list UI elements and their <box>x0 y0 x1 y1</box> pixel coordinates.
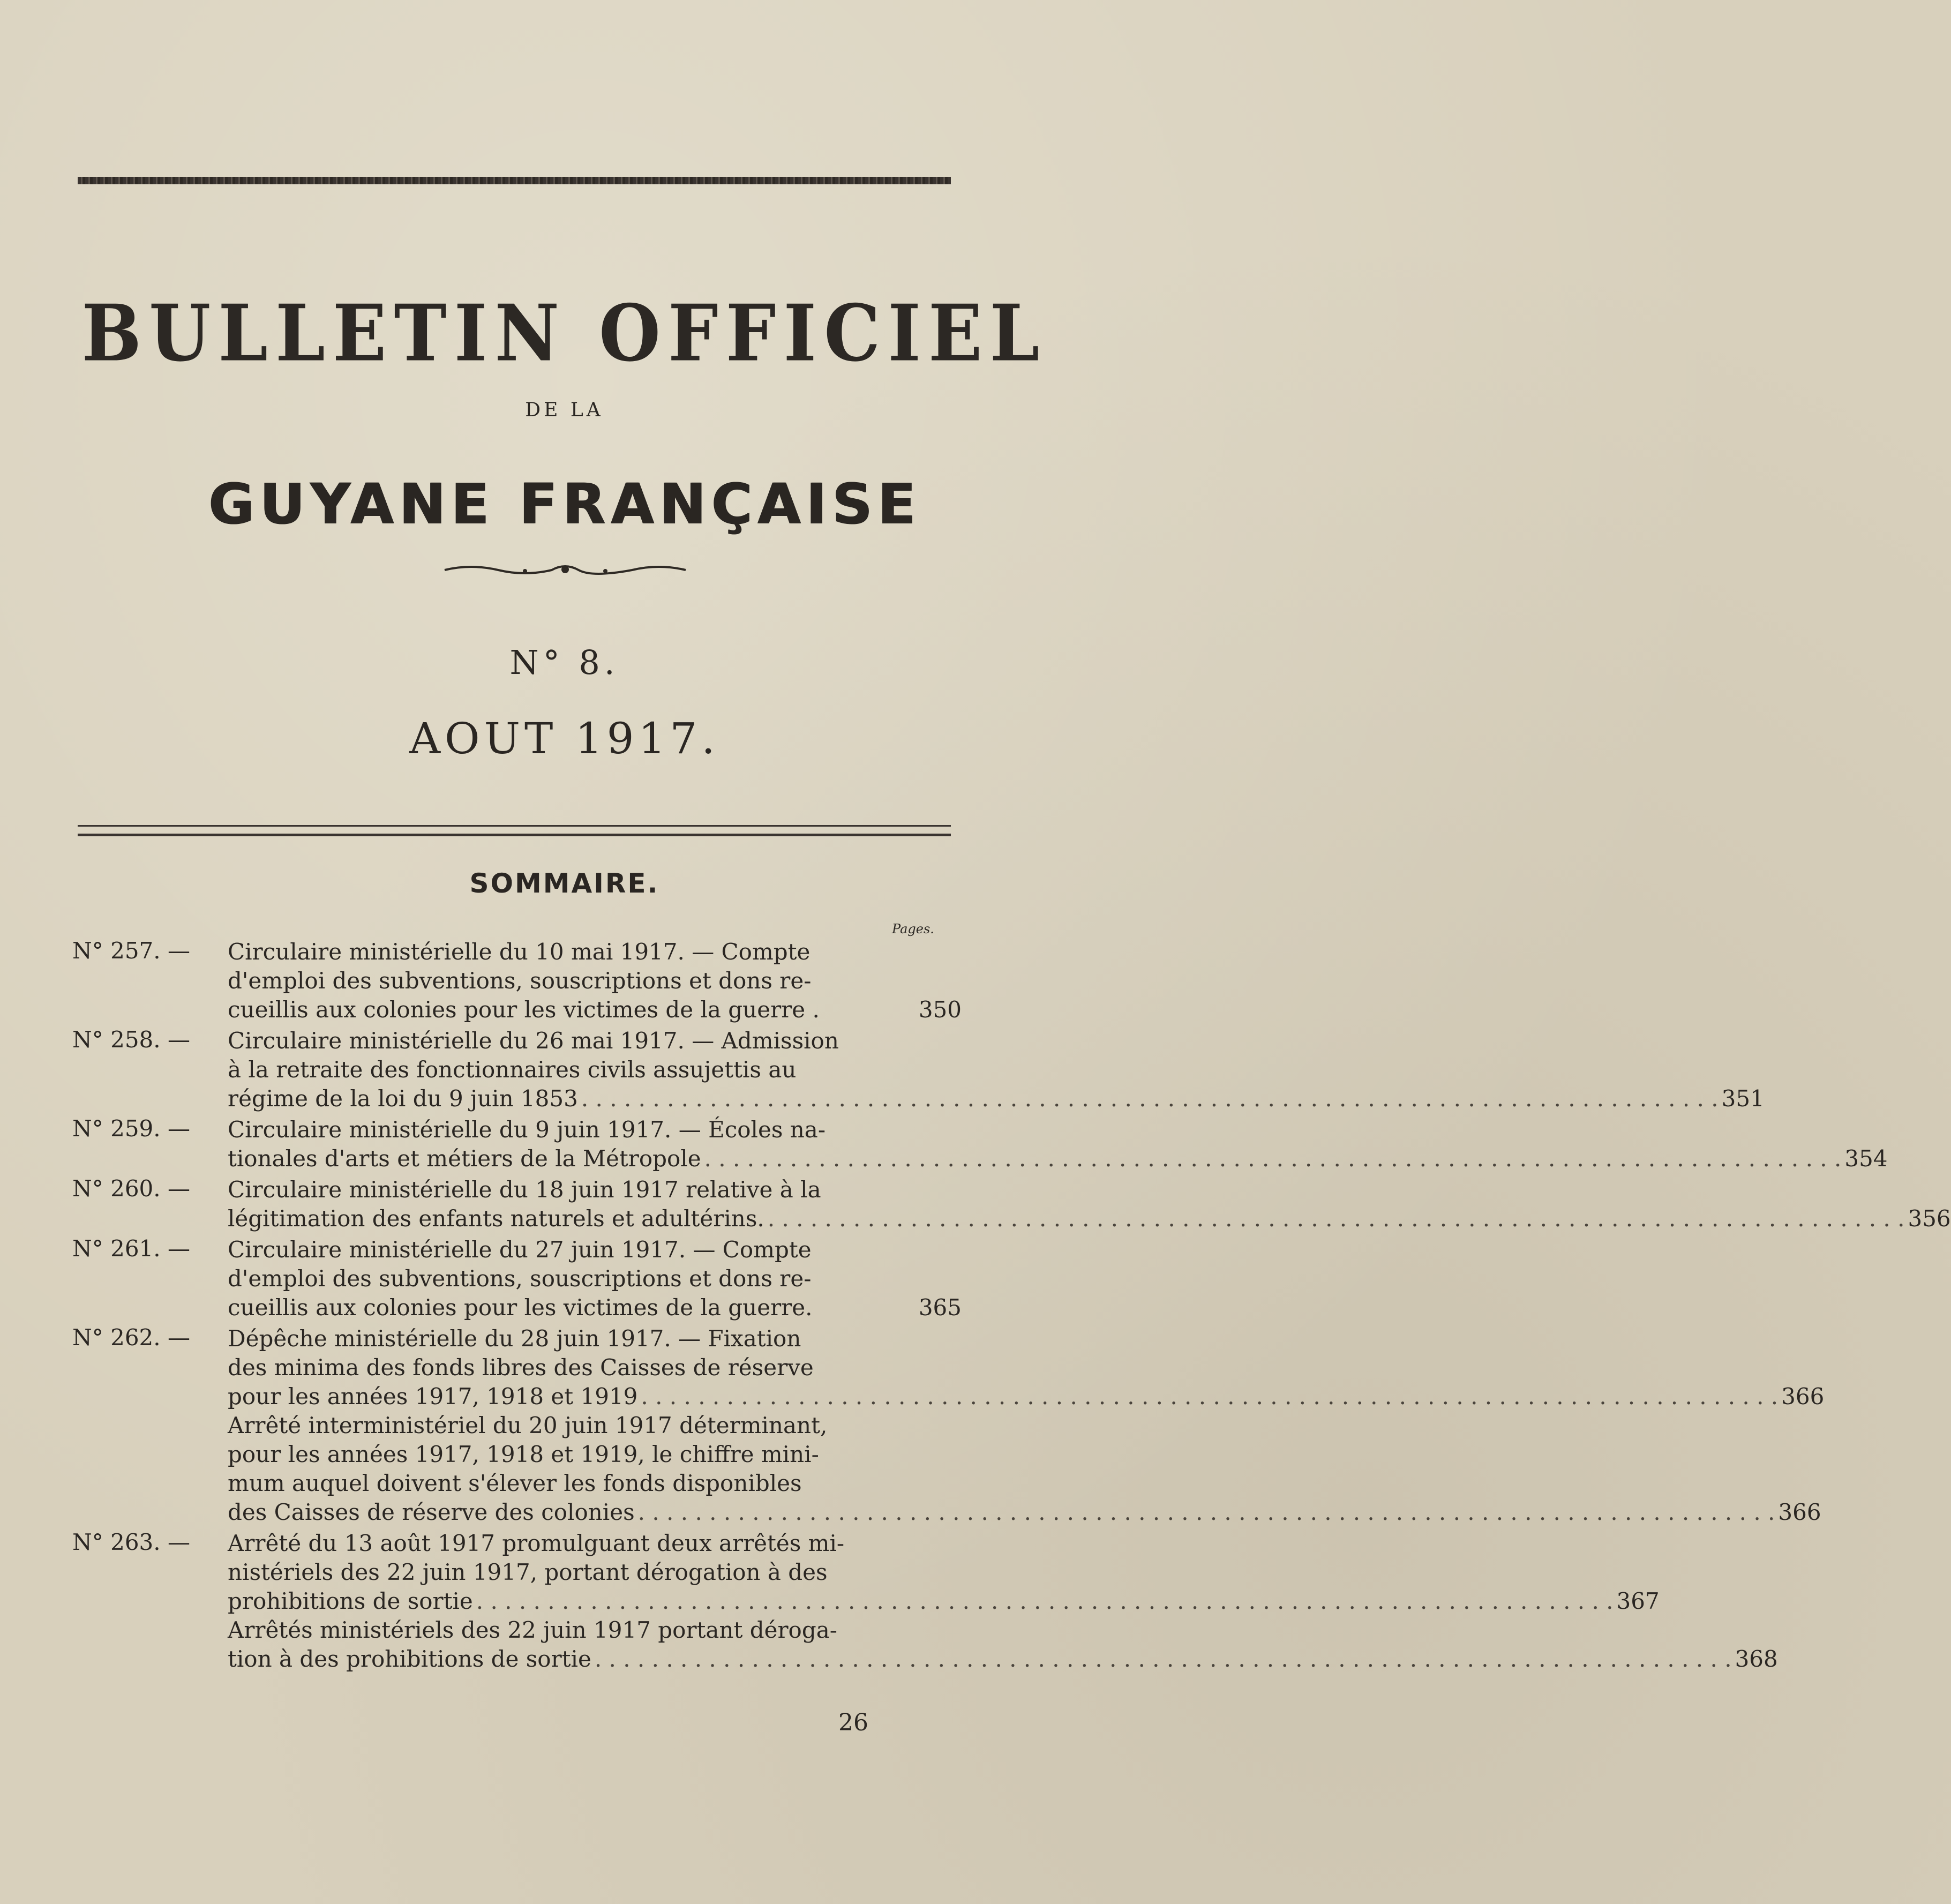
toc-page-number: 368 <box>1735 1646 1778 1672</box>
toc-entry <box>72 1026 1765 1113</box>
issue-date: AOUT 1917. <box>409 714 719 763</box>
middle-rule-thin <box>78 825 951 827</box>
summary-heading: SOMMAIRE. <box>469 868 659 899</box>
toc-line <box>72 1498 1821 1527</box>
bulletin-subtitle: DE LA <box>525 399 604 421</box>
leader-dots: . . . . . . . . . . . . . . . . . . . . . . . . . . . . . . . . . . . . . . . . . . . . . . . . . . . . . . . . . . . . . . . . . . . . . . . . . . . . . . . . <box>704 1145 1842 1172</box>
table-of-contents <box>72 938 1951 1676</box>
toc-line-text: mum auquel doivent s'élever les fonds disponibles <box>228 1470 802 1496</box>
middle-rule-thick <box>78 834 951 836</box>
toc-line-text: Arrêtés ministériels des 22 juin 1917 portant déroga- <box>228 1617 837 1643</box>
toc-page-number: 366 <box>1778 1499 1821 1525</box>
toc-line-text: cueillis aux colonies pour les victimes de la guerre . <box>228 996 820 1023</box>
toc-line <box>72 995 962 1024</box>
toc-entry <box>72 1115 1888 1173</box>
pages-column-label: Pages. <box>892 921 934 936</box>
toc-line <box>72 1440 962 1469</box>
toc-line-text: Arrêté du 13 août 1917 promulguant deux arrêtés mi- <box>228 1530 845 1556</box>
leader-dots: . . . . . . . . . . . . . . . . . . . . . . . . . . . . . . . . . . . . . . . . . . . . . . . . . . . . . . . . . . . . . . . . . . . . . . . . . . . . . . . . <box>476 1588 1614 1614</box>
toc-page-number: 367 <box>1616 1588 1660 1614</box>
toc-entry-number: N° 261. — <box>72 1235 190 1262</box>
toc-line <box>72 966 962 995</box>
toc-entry-number: N° 263. — <box>72 1529 190 1555</box>
toc-line <box>72 1616 962 1645</box>
toc-line-text: tionales d'arts et métiers de la Métropole <box>228 1145 701 1172</box>
toc-entry <box>72 1529 1778 1674</box>
toc-line <box>72 1204 1951 1233</box>
toc-entry <box>72 1324 1825 1527</box>
toc-entry-number: N° 260. — <box>72 1175 190 1202</box>
toc-line-text: d'emploi des subventions, souscriptions et dons re- <box>228 1265 812 1292</box>
toc-page-number: 354 <box>1844 1145 1888 1172</box>
toc-line <box>72 1055 962 1084</box>
toc-line-text: Circulaire ministérielle du 27 juin 1917. — Compte <box>228 1236 812 1263</box>
toc-line-text: régime de la loi du 9 juin 1853 <box>228 1085 578 1112</box>
toc-line <box>72 1587 1660 1616</box>
toc-line-text: d'emploi des subventions, souscriptions et dons re- <box>228 968 812 994</box>
toc-entry-number: N° 258. — <box>72 1026 190 1053</box>
toc-line-text: nistériels des 22 juin 1917, portant dérogation à des <box>228 1559 828 1585</box>
toc-line-text: Circulaire ministérielle du 9 juin 1917. — Écoles na- <box>228 1116 826 1143</box>
toc-line <box>72 1382 1825 1411</box>
toc-line-text: Circulaire ministérielle du 26 mai 1917. — Admission <box>228 1028 839 1054</box>
leader-dots: . . . . . . . . . . . . . . . . . . . . . . . . . . . . . . . . . . . . . . . . . . . . . . . . . . . . . . . . . . . . . . . . . . . . . . . . . . . . . . . . <box>641 1383 1779 1410</box>
leader-dots: . . . . . . . . . . . . . . . . . . . . . . . . . . . . . . . . . . . . . . . . . . . . . . . . . . . . . . . . . . . . . . . . . . . . . . . . . . . . . . . . <box>594 1646 1732 1672</box>
toc-entry <box>72 1175 1951 1233</box>
toc-line-text: tion à des prohibitions de sortie <box>228 1646 591 1672</box>
toc-line <box>72 1084 1765 1113</box>
bulletin-title: BULLETIN OFFICIEL <box>81 288 1047 379</box>
toc-line-text: cueillis aux colonies pour les victimes de la guerre. <box>228 1294 813 1321</box>
toc-page-number: 356 <box>1908 1205 1951 1232</box>
toc-line-text: pour les années 1917, 1918 et 1919, le chiffre mini- <box>228 1441 819 1467</box>
toc-line-text: pour les années 1917, 1918 et 1919 <box>228 1383 638 1410</box>
toc-line-text: Arrêté interministériel du 20 juin 1917 déterminant, <box>228 1412 828 1438</box>
toc-page-number: 350 <box>918 996 962 1023</box>
toc-line <box>72 1353 962 1382</box>
toc-line-text: à la retraite des fonctionnaires civils assujettis au <box>228 1056 797 1083</box>
toc-line-text: Circulaire ministérielle du 10 mai 1917. — Compte <box>228 939 811 965</box>
toc-line <box>72 1645 1778 1674</box>
toc-line-text: Circulaire ministérielle du 18 juin 1917 relative à la <box>228 1176 821 1203</box>
toc-line <box>72 1469 962 1498</box>
toc-line-text: Dépêche ministérielle du 28 juin 1917. — Fixation <box>228 1325 801 1352</box>
colony-name: GUYANE FRANÇAISE <box>208 471 921 537</box>
toc-page-number: 366 <box>1781 1383 1825 1410</box>
toc-line <box>72 1264 962 1293</box>
leader-dots: . . . . . . . . . . . . . . . . . . . . . . . . . . . . . . . . . . . . . . . . . . . . . . . . . . . . . . . . . . . . . . . . . . . . . . . . . . . . . . . . <box>767 1205 1905 1232</box>
toc-line <box>72 1293 962 1322</box>
toc-entry <box>72 938 962 1024</box>
issue-number: N° 8. <box>509 643 619 682</box>
toc-line-text: des Caisses de réserve des colonies <box>228 1499 635 1525</box>
signature-mark: 26 <box>838 1709 868 1736</box>
toc-line-text: des minima des fonds libres des Caisses de réserve <box>228 1354 814 1381</box>
ornament-divider <box>439 561 691 578</box>
top-rule <box>78 177 951 184</box>
toc-line <box>72 1411 962 1440</box>
toc-page-number: 365 <box>918 1294 962 1321</box>
toc-entry <box>72 1235 962 1322</box>
toc-line <box>72 1558 962 1587</box>
toc-entry-number: N° 262. — <box>72 1324 190 1351</box>
toc-entry-number: N° 259. — <box>72 1115 190 1142</box>
toc-line-text: légitimation des enfants naturels et adultérins. <box>228 1205 764 1232</box>
toc-line <box>72 1144 1888 1173</box>
leader-dots: . . . . . . . . . . . . . . . . . . . . . . . . . . . . . . . . . . . . . . . . . . . . . . . . . . . . . . . . . . . . . . . . . . . . . . . . . . . . . . . . <box>637 1499 1775 1525</box>
toc-line-text: prohibitions de sortie <box>228 1588 473 1614</box>
leader-dots: . . . . . . . . . . . . . . . . . . . . . . . . . . . . . . . . . . . . . . . . . . . . . . . . . . . . . . . . . . . . . . . . . . . . . . . . . . . . . . . . <box>581 1085 1719 1112</box>
toc-page-number: 351 <box>1721 1085 1765 1112</box>
toc-entry-number: N° 257. — <box>72 938 190 964</box>
